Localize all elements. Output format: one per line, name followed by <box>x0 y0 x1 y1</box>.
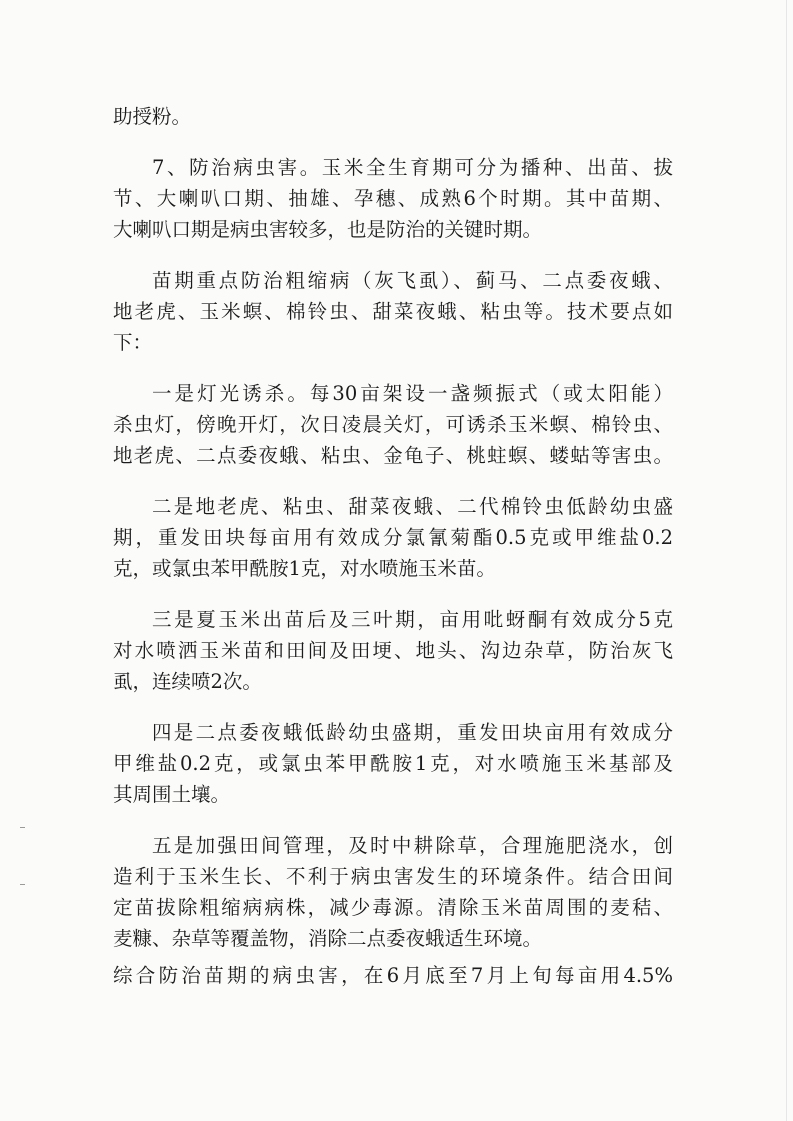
text-line: 地老虎、二点委夜蛾、粘虫、金龟子、桃蛀螟、蝼蛄等害虫。 <box>113 444 673 467</box>
text-line: 四是二点委夜蛾低龄幼虫盛期，重发田块亩用有效成分 <box>152 721 673 744</box>
text-line: 苗期重点防治粗缩病（灰飞虱）、蓟马、二点委夜蛾、 <box>152 269 673 292</box>
text-line: 二是地老虎、粘虫、甜菜夜蛾、二代棉铃虫低龄幼虫盛 <box>152 495 673 518</box>
text-line: 助授粉。 <box>113 105 192 128</box>
text-line: 五是加强田间管理，及时中耕除草，合理施肥浇水，创 <box>152 834 673 857</box>
text-line: 三是夏玉米出苗后及三叶期，亩用吡蚜酮有效成分5克 <box>152 608 673 631</box>
text-line: 定苗拔除粗缩病病株，减少毒源。清除玉米苗周围的麦秸、 <box>113 896 673 919</box>
text-line: 节、大喇叭口期、抽雄、孕穗、成熟6个时期。其中苗期、 <box>113 187 673 210</box>
text-line: 综合防治苗期的病虫害，在6月底至7月上旬每亩用4.5% <box>113 964 673 987</box>
scan-mark <box>20 884 25 885</box>
text-line: 甲维盐0.2克，或氯虫苯甲酰胺1克，对水喷施玉米基部及 <box>113 752 673 775</box>
text-line: 其周围土壤。 <box>113 783 231 806</box>
text-line: 麦糠、杂草等覆盖物，消除二点委夜蛾适生环境。 <box>113 927 543 950</box>
page-edge <box>786 0 787 1121</box>
text-line: 地老虎、玉米螟、棉铃虫、甜菜夜蛾、粘虫等。技术要点如 <box>113 300 673 323</box>
text-line: 期，重发田块每亩用有效成分氯氰菊酯0.5克或甲维盐0.2 <box>113 526 673 549</box>
text-line: 下： <box>113 331 153 354</box>
text-line: 克，或氯虫苯甲酰胺1克，对水喷施玉米苗。 <box>113 557 496 580</box>
text-line: 一是灯光诱杀。每30亩架设一盏频振式（或太阳能） <box>152 382 673 405</box>
text-line: 大喇叭口期是病虫害较多，也是防治的关键时期。 <box>113 218 543 241</box>
text-line: 对水喷洒玉米苗和田间及田埂、地头、沟边杂草，防治灰飞 <box>113 639 673 662</box>
text-line: 7、防治病虫害。玉米全生育期可分为播种、出苗、拔 <box>152 156 673 179</box>
text-line: 造利于玉米生长、不利于病虫害发生的环境条件。结合田间 <box>113 865 673 888</box>
text-line: 杀虫灯，傍晚开灯，次日凌晨关灯，可诱杀玉米螟、棉铃虫、 <box>113 413 673 436</box>
text-line: 虱，连续喷2次。 <box>113 670 262 693</box>
scan-mark <box>20 827 25 828</box>
